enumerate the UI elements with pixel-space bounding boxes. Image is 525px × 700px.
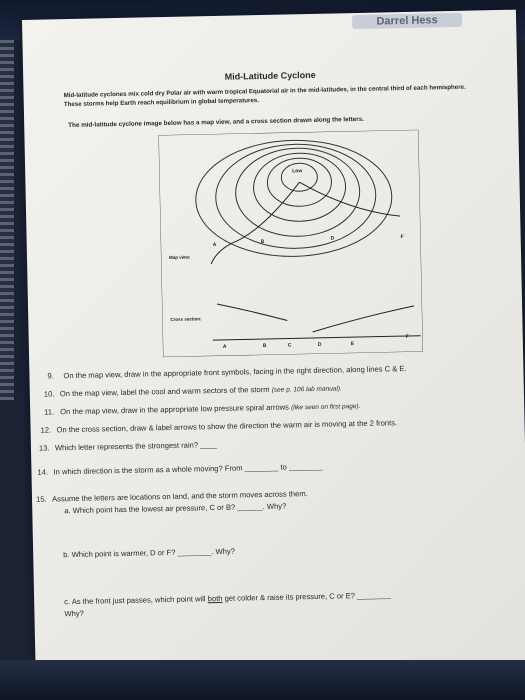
cold-front-line: [209, 182, 301, 264]
cross-letter-e: E: [350, 341, 355, 348]
question-10: 10. On the map view, label the cool and warm sectors of the storm (see p. 106 lab manual).: [43, 384, 342, 399]
question-15: 15. Assume the letters are locations on land, and the storm moves across them.: [35, 489, 308, 504]
cyclone-figure: [158, 130, 423, 357]
map-letter-a: A: [212, 241, 217, 249]
question-13: 13. Which letter represents the strongest rain? ____: [38, 440, 218, 453]
question-9: 9. On the map view, draw in the appropriate front symbols, facing in the right direction, along lines C & E.: [47, 364, 407, 381]
question-15c-why: Why?: [64, 608, 84, 619]
question-15a: a. Which point has the lowest air pressure, C or B? ______. Why?: [64, 501, 287, 516]
question-15b: b. Which point is warmer, D or F? ________. Why?: [63, 546, 236, 560]
cross-letter-c: C: [287, 342, 292, 349]
cross-section-warm-front: [312, 306, 414, 332]
cross-letter-a: A: [222, 343, 227, 350]
figure-frame: [158, 130, 423, 357]
question-14: 14. In which direction is the storm as a whole moving? From ________ to ________: [37, 461, 323, 477]
isobars: [195, 138, 393, 258]
intro-paragraph: Mid-latitude cyclones mix cold dry Polar air with warm tropical Equatorial air in the mid-latitudes, in the central third of each hemisphere. These storms help Earth reach equilibrium in global temperatures.: [63, 83, 466, 109]
question-11-aside: (like seen on first page).: [291, 402, 361, 412]
question-10-aside: (see p. 106 lab manual).: [271, 385, 342, 394]
cross-section-cold-front: [217, 303, 287, 322]
notebook-spiral: [0, 40, 14, 400]
map-letter-f: F: [400, 234, 404, 241]
map-letter-b: B: [260, 238, 265, 246]
cross-letter-d: D: [317, 341, 322, 348]
question-12: 12. On the cross section, draw & label arrows to show the direction the warm air is moving at the 2 fronts.: [40, 418, 398, 435]
map-letter-d: D: [330, 235, 335, 242]
warm-front-line: [299, 180, 400, 218]
cross-section-label: Cross section:: [170, 316, 202, 322]
question-11: 11. On the map view, draw in the appropriate low pressure spiral arrows (like seen on first page).: [44, 402, 361, 417]
cross-section-ground: [213, 333, 421, 341]
worksheet-page: [22, 10, 525, 700]
question-15c: c. As the front just passes, which point will both get colder & raise its pressure, C or E? ________: [64, 590, 391, 607]
low-label: Low: [292, 168, 303, 175]
cross-letter-f: F: [405, 333, 409, 341]
figure-note: The mid-latitude cyclone image below has a map view, and a cross section drawn along the letters.: [68, 115, 365, 130]
desk-background-bottom: [0, 660, 525, 700]
name-tag: Darrel Hess: [352, 13, 462, 29]
cross-letter-b: B: [262, 342, 267, 350]
map-view-label: Map view:: [168, 254, 191, 260]
page-title: Mid-Latitude Cyclone: [224, 69, 316, 82]
